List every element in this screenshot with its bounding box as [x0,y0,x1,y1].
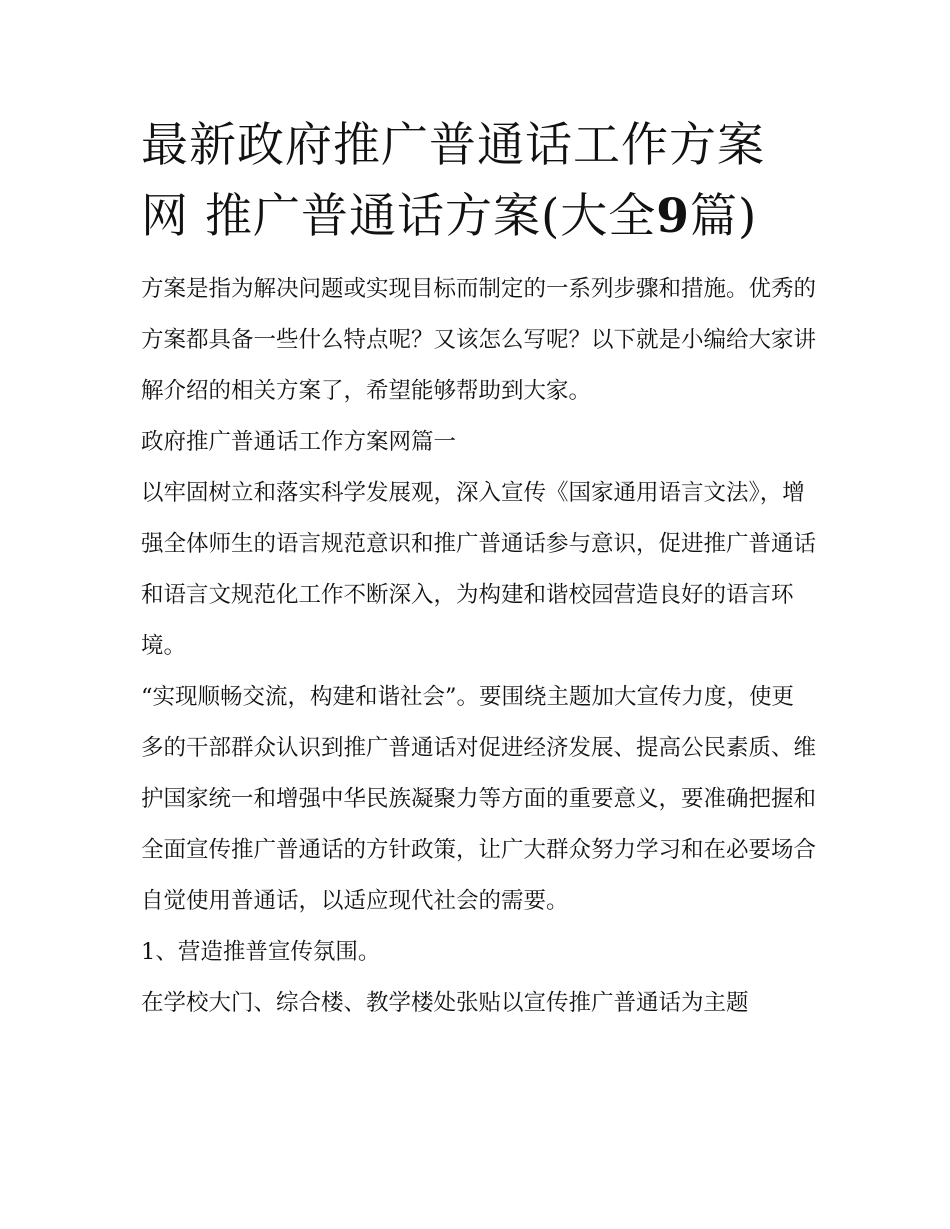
title-line-2-prefix: 网 推广普通话方案(大全 [141,189,657,244]
body-paragraph: 在学校大门、综合楼、教学楼处张贴以宣传推广普通话为主题 [141,990,749,1016]
numbered-item: 1、营造推普宣传氛围。 [141,939,381,965]
intro-paragraph: 方案是指为解决问题或实现目标而制定的一系列步骤和措施。优秀的方案都具备一些什么特点呢？又该怎么写呢？以下就是小编给大家讲解介绍的相关方案了，希望能够帮助到大家。 [141,276,817,404]
body-paragraph: “实现顺畅交流，构建和谐社会”。要围绕主题加大宣传力度，使更多的干部群众认识到推广普通话对促进经济发展、提高公民素质、维护国家统一和增强中华民族凝聚力等方面的重要意义，要准确把握和全面宣传推广普通话的方针政策，让广大群众努力学习和在必要场合自觉使用普通话，以适应现代社会的需要。 [141,684,817,914]
section-heading: 政府推广普通话工作方案网篇一 [141,429,457,455]
title-line-1: 最新政府推广普通话工作方案 [141,118,765,173]
document-title [141,110,816,252]
title-line-2-suffix: 篇) [689,189,758,244]
document-page [141,110,816,1029]
document-body [141,264,816,1029]
body-paragraph: 以牢固树立和落实科学发展观，深入宣传《国家通用语言文法》，增强全体师生的语言规范意识和推广普通话参与意识，促进推广普通话和语言文规范化工作不断深入，为构建和谐校园营造良好的语言环境。 [141,480,817,659]
title-line-2-number: 9 [656,189,690,244]
